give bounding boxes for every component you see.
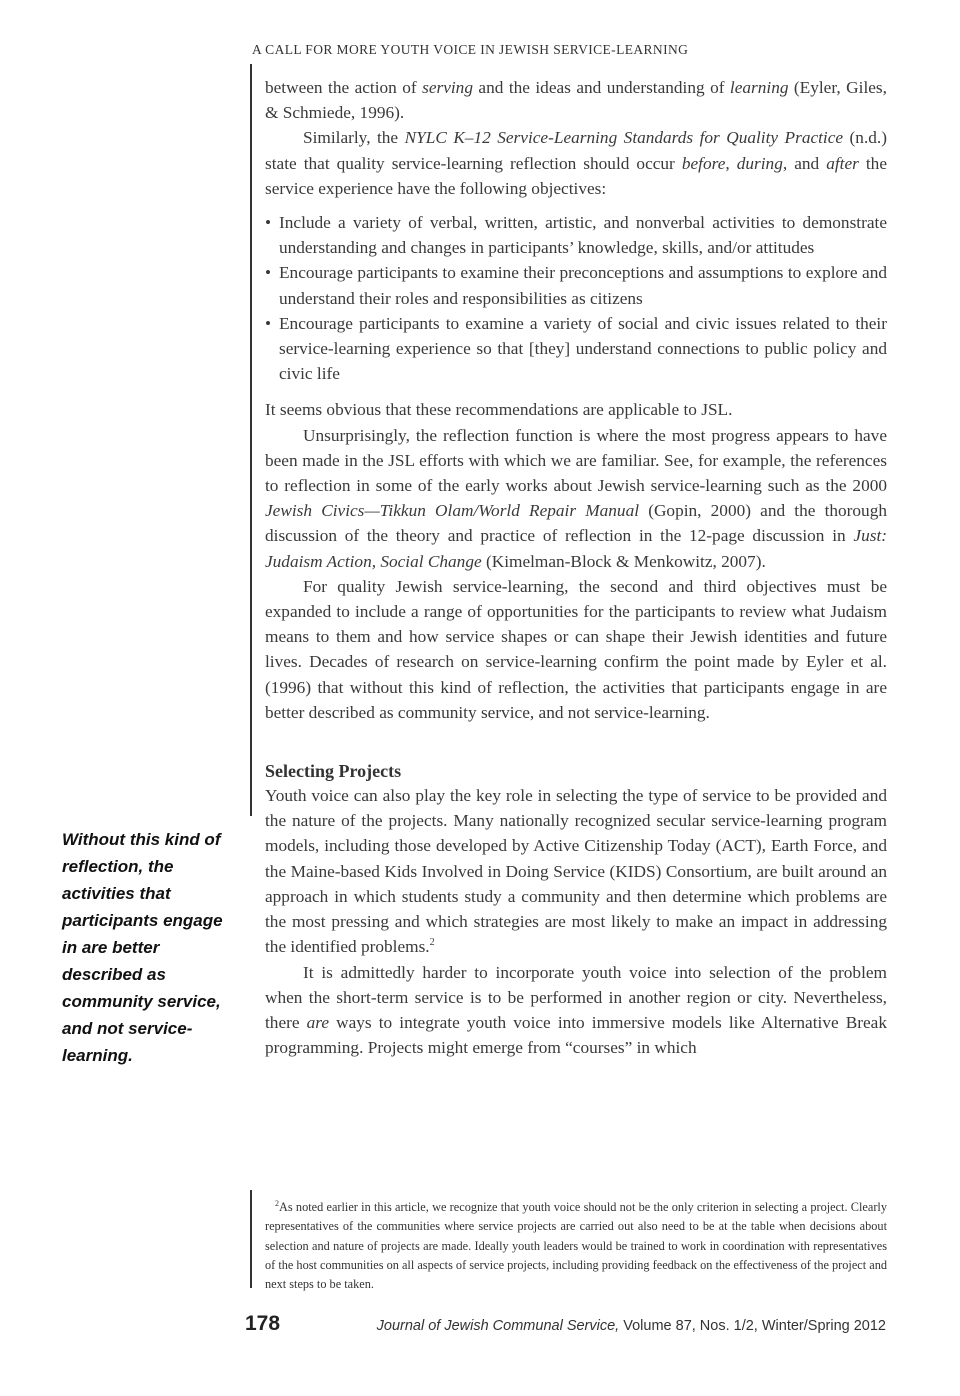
paragraph-applicable: It seems obvious that these recommendations are applicable to JSL. [265, 400, 733, 420]
section-heading: Selecting Projects [265, 761, 402, 782]
footnote-reference: 2 [429, 937, 435, 949]
main-column [265, 75, 887, 1060]
paragraph-quality-jsl: For quality Jewish service-learning, the second and third objectives must be expanded to include a range of opportunities for the participants to review what Judaism means to them and how service shapes or can shape their Jewish identities and future lives. Decades of research on service-learning confirm the point made by Eyler et al. (1996) that without this kind of reflection, the activities that participants engage in are better described as community service, and not service-learning. [265, 576, 887, 722]
objectives-list [265, 210, 887, 386]
pull-quote: Without this kind of reflection, the activities that participants engage in are better described as community service, and not service-learning. [62, 830, 223, 1065]
paragraph-continuation: between the action of serving and the ideas and understanding of learning (Eyler, Giles, & Schmiede, 1996). [265, 78, 887, 123]
paragraph-youth-voice: Youth voice can also play the key role in selecting the type of service to be provided and the nature of the projects. Many nationally recognized secular service-learning program models, including those developed by Active Citizenship Today (ACT), Earth Force, and the Maine-based Kids Involved in Doing Service (KIDS) Consortium, are built around an approach in which students study a community and then determine which problems are the most pressing and which strategies are most likely to make an impact in addressing the identified problems.$^2$ [265, 786, 887, 957]
footnote-marker: 2 [275, 1199, 279, 1208]
list-item: • Encourage participants to examine a variety of social and civic issues related to their service-learning experience so that [they] understand connections to public policy and civic life [265, 311, 887, 387]
journal-citation: Journal of Jewish Communal Service, Volume 87, Nos. 1/2, Winter/Spring 2012 [376, 1318, 886, 1334]
paragraph-nylc-standards: Similarly, the NYLC K–12 Service-Learning Standards for Quality Practice (n.d.) state that quality service-learning reflection should occur before, during, and after the service experience have the following objectives: [265, 128, 887, 198]
column-rule-bottom [250, 1190, 252, 1288]
list-item: • Include a variety of verbal, written, artistic, and nonverbal activities to demonstrate understanding and changes in participants’ knowledge, skills, and/or attitudes [265, 210, 887, 260]
paragraph-immersive-models: It is admittedly harder to incorporate youth voice into selection of the problem when the short-term service is to be performed in another region or city. Nevertheless, there are ways to integrate youth voice into immersive models like Alternative Break programming. Projects might emerge from “courses” in which [265, 962, 887, 1058]
running-head: A CALL FOR MORE YOUTH VOICE IN JEWISH SERVICE-LEARNING [252, 42, 689, 57]
footnote-text: As noted earlier in this article, we recognize that youth voice should not be the only criterion in selecting a project. Clearly representatives of the communities where service projects are carried out also need to be at the table when decisions about selection and nature of projects are made. Ideally youth leaders would be trained to work in coordination with representatives of the host communities on all aspects of service projects, including providing feedback on the effectiveness of the project and next steps to be taken. [265, 1200, 887, 1292]
footnote [265, 1198, 887, 1294]
list-item: • Encourage participants to examine their preconceptions and assumptions to explore and understand their roles and responsibilities as citizens [265, 260, 887, 310]
paragraph-reflection-progress: Unsurprisingly, the reflection function is where the most progress appears to have been made in the JSL efforts with which we are familiar. See, for example, the references to reflection in some of the early works about Jewish service-learning such as the 2000 Jewish Civics—Tikkun Olam/World Repair Manual (Gopin, 2000) and the thorough discussion of the theory and practice of reflection in the 12-page discussion in Just: Judaism Action, Social Change (Kimelman-Block & Menkowitz, 2007). [265, 425, 887, 571]
page-number: 178 [245, 1312, 281, 1335]
column-rule-top [250, 64, 252, 816]
